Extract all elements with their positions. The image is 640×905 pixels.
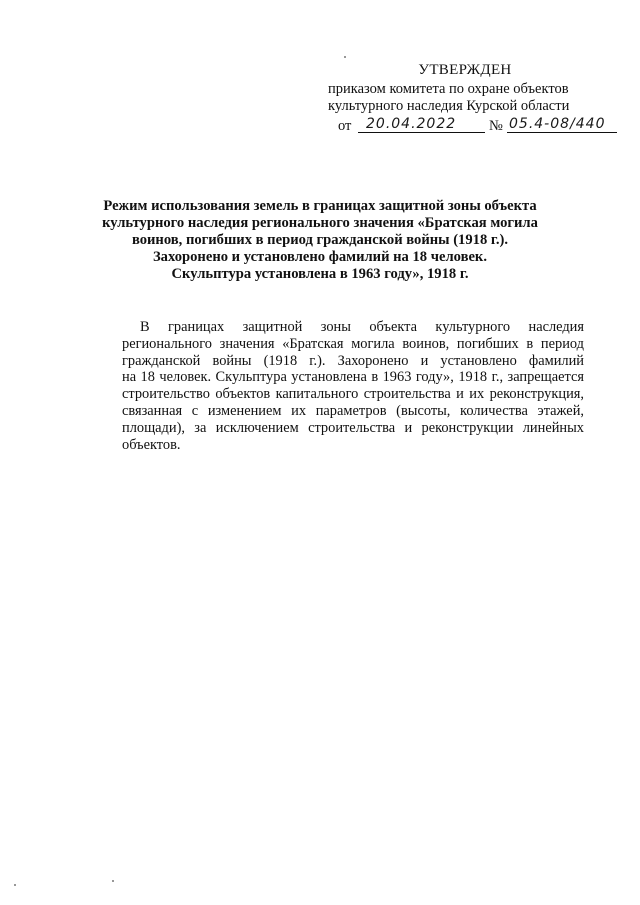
- approval-line-1: приказом комитета по охране объектов: [328, 81, 569, 97]
- body-line: на 18 человек. Скульптура установлена в 1963 году», 1918 г., запрещается: [122, 369, 584, 386]
- approval-date-number-row: [316, 116, 606, 138]
- number-sign: №: [489, 118, 503, 134]
- scan-speck: [344, 56, 346, 58]
- body-line: объектов.: [122, 436, 181, 453]
- scan-speck: [112, 880, 114, 882]
- body-line: строительство объектов капитального строительства и их реконструкция,: [122, 386, 584, 403]
- body-line: В границах защитной зоны объекта культурного наследия: [140, 319, 584, 335]
- title-line: Скульптура установлена в 1963 году», 1918 г.: [171, 266, 469, 282]
- body-line: гражданской войны (1918 г.). Захоронено и установлено фамилий: [122, 352, 584, 369]
- title-line: культурного наследия регионального значения «Братская могила: [102, 215, 538, 231]
- approval-line-2: культурного наследия Курской области: [328, 98, 570, 114]
- handwritten-date: 20.04.2022: [366, 116, 457, 132]
- body-line: площади), за исключением строительства и реконструкции линейных: [122, 419, 584, 436]
- title-line: Режим использования земель в границах защитной зоны объекта: [103, 198, 537, 214]
- date-prefix: от: [338, 118, 352, 134]
- title-line: воинов, погибших в период гражданской войны (1918 г.).: [131, 232, 509, 248]
- approval-heading: УТВЕРЖДЕН: [418, 62, 512, 78]
- scan-speck: [14, 884, 16, 886]
- document-title: [96, 198, 544, 283]
- title-line: Захоронено и установлено фамилий на 18 человек.: [152, 249, 487, 265]
- approval-stamp: [316, 62, 606, 138]
- handwritten-order-number: 05.4-08/440: [509, 116, 606, 132]
- body-line: связанная с изменением их параметров (высоты, количества этажей,: [122, 402, 584, 419]
- body-line: регионального значения «Братская могила воинов, погибших в период: [122, 335, 584, 352]
- body-paragraph: [122, 319, 584, 453]
